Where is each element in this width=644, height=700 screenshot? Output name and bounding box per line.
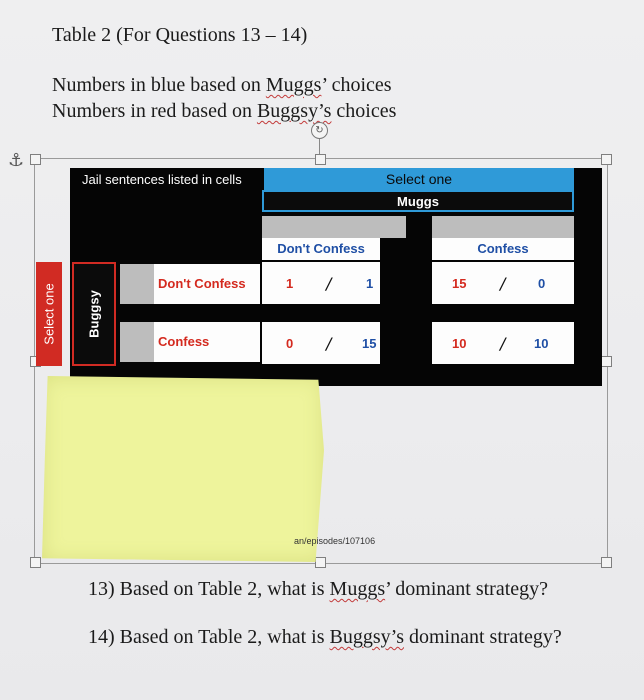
- question-text: 13) Based on Table 2, what is: [88, 578, 330, 600]
- resize-handle-top-right[interactable]: [601, 154, 612, 165]
- row-player-text: Buggsy: [86, 290, 102, 338]
- column-select-label: Select one: [264, 168, 574, 190]
- buggsy-name: Buggsy’s: [329, 626, 404, 648]
- buggsy-payoff: 0: [286, 336, 294, 351]
- sticky-note: [42, 376, 324, 562]
- resize-handle-top-left[interactable]: [30, 154, 41, 165]
- row-select-text: Select one: [41, 283, 57, 345]
- row-player-label: [72, 262, 116, 366]
- muggs-payoff: 15: [362, 336, 377, 351]
- resize-handle-bottom-left[interactable]: [30, 557, 41, 568]
- red-numbers-note: [52, 100, 396, 123]
- buggsy-payoff: 1: [286, 276, 294, 291]
- gray-band: [432, 216, 574, 238]
- table-header-note: Jail sentences listed in cells: [82, 172, 242, 187]
- rotate-handle-icon[interactable]: ↻: [311, 122, 328, 139]
- payoff-separator: /: [500, 274, 506, 293]
- gray-band: [262, 216, 406, 238]
- row-confess: Confess: [154, 322, 260, 362]
- blue-numbers-note: [52, 74, 392, 97]
- note-text: choices: [331, 100, 397, 122]
- column-confess: Confess: [432, 238, 574, 260]
- row-gray-block: [120, 264, 154, 304]
- payoff-separator: /: [326, 274, 332, 293]
- question-text: ’ dominant strategy?: [385, 578, 549, 600]
- payoff-separator: /: [326, 334, 332, 353]
- question-text: 14) Based on Table 2, what is: [88, 626, 330, 648]
- buggsy-name: Buggsy’s: [256, 100, 332, 122]
- muggs-payoff: 10: [534, 336, 549, 351]
- buggsy-payoff: 10: [452, 336, 467, 351]
- note-text: Numbers in red based on: [52, 100, 257, 122]
- resize-handle-bottom-right[interactable]: [601, 557, 612, 568]
- muggs-name: Muggs: [329, 578, 386, 600]
- resize-handle-top[interactable]: [315, 154, 326, 165]
- note-text: ’ choices: [321, 74, 392, 96]
- table-title: Table 2 (For Questions 13 – 14): [52, 24, 308, 46]
- column-dont-confess: Don't Confess: [262, 238, 380, 260]
- muggs-payoff: 1: [366, 276, 374, 291]
- question-13: [88, 578, 548, 601]
- row-gray-block: [120, 322, 154, 362]
- question-text: dominant strategy?: [404, 626, 562, 648]
- payoff-cell: [262, 262, 380, 304]
- row-dont-confess: Don't Confess: [154, 264, 260, 304]
- note-text: Numbers in blue based on: [52, 74, 266, 96]
- resize-handle-bottom[interactable]: [315, 557, 326, 568]
- buggsy-payoff: 15: [452, 276, 467, 291]
- muggs-name: Muggs: [265, 74, 322, 96]
- row-select-label: [36, 262, 62, 366]
- resize-handle-right[interactable]: [601, 356, 612, 367]
- anchor-icon[interactable]: ⚓: [8, 150, 25, 171]
- column-player-label: Muggs: [262, 190, 574, 212]
- source-url-fragment: an/episodes/107106: [294, 536, 376, 546]
- muggs-payoff: 0: [538, 276, 546, 291]
- question-14: [88, 626, 562, 649]
- payoff-separator: /: [500, 334, 506, 353]
